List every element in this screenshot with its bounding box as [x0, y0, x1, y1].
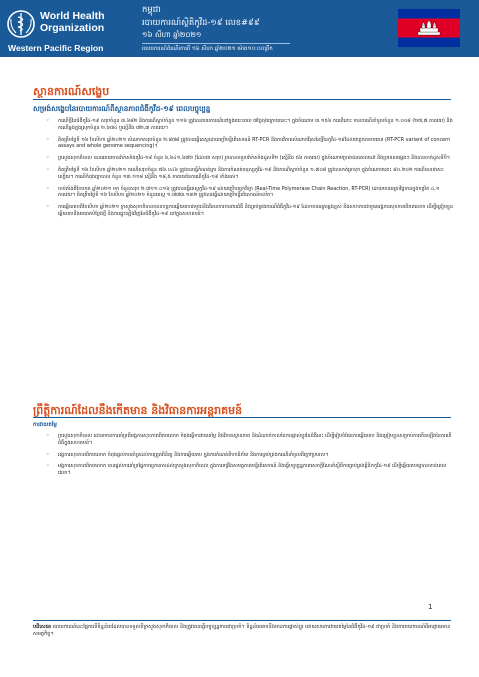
section-divider — [33, 417, 451, 418]
risk-section-title: ព្រឹត្តិការណ៍ដែលនឹងកើតមាន និងវិធានការអន្តរាគមន៍ — [33, 404, 243, 417]
risk-subtitle: ការវាយតម្លៃ — [33, 422, 57, 428]
report-meta: របាយការណ៍ដំណើរការពី ១៦ សីហា ឆ្នាំ២០២១ ម៉ោង១០:០០ព្រឹក — [142, 43, 290, 53]
list-item: ◦ អង្គការសុខភាពពិភពលោក បានផ្តល់ការគាំទ្រផ្នែកបច្ចេកទេសដល់ក្រសួងសុខាភិបាល ក្នុងការពង្រឹងសមត្ថភាពមន្ទីរពិសោធន៍ និងធ្វើបច្ចុប្បន្នភាពសេចក្តីណែនាំស្តីពីការគ្រប់គ្រងគ្លីនិកកូវីដ-១៩ ដើម្បីឆ្លើយតបឲ្យបានទាន់ពេលវេលា។ — [46, 463, 456, 477]
section-divider — [33, 99, 451, 100]
report-country: កម្ពុជា — [142, 5, 161, 15]
situation-section-title: ស្ថានការណ៍សង្ខេប — [33, 85, 110, 98]
org-region: Western Pacific Region — [8, 43, 104, 53]
report-date: ១៦ សីហា ឆ្នាំ២០២១ — [142, 30, 202, 39]
list-item: ◦ អង្គការសុខភាពពិភពលោក កំពុងផ្តល់ការគាំទ្រដល់ការត្រួតពិនិត្យ និងការឆ្លើយតប ក្នុងការកំណត់ពីហានិភ័យ និងការគ្រប់គ្រងករណីនាំចូលពីក្រៅប្រទេស។ — [46, 452, 456, 459]
risk-bullet-list — [46, 433, 456, 482]
disclaimer-text: របាយការណ៍នេះផ្អែកលើទិន្នន័យដែលបានទទួលពីក្រសួងសុខាភិបាល និងត្រូវបានធ្វើបច្ចុប្បន្នភាពជាប្រចាំ។ ទិន្នន័យអាចនឹងមានការផ្លាស់ប្តូរ ដោយសារការវាយតម្លៃនៃជំងឺកូវីដ-១៩ ជាប្រចាំ និងការរាយការណ៍ពីអាជ្ញាធរមានសមត្ថកិច្ច។ — [33, 624, 451, 637]
disclaimer-label: បដិសេធ៖ — [33, 624, 52, 630]
org-name-line1: World Health — [40, 10, 105, 22]
footer-disclaimer — [33, 624, 451, 638]
list-item: ◦ ក្រសួងសុខាភិបាល ដោយមានការគាំទ្រពីអង្គការសុខភាពពិភពលោក កំពុងធ្វើការវាយតម្លៃ និងវិភាគស្ថានភាព និងដំណាក់កាលនៃការផ្លាស់ប្តូរនៃជំងឺនេះ ដើម្បីរៀបចំផែនការឆ្លើយតប និងត្រៀមខ្លួនសម្រាប់ការកើនឡើងនៃករណីជំងឺក្នុងសហគមន៍។ — [46, 433, 456, 447]
situation-subtitle: សម្រង់សង្ខេបនៃរបាយការណ៍ពីស្ថានភាពជំងឺកូវីដ-១៩ ពេលបច្ចុប្បន្ន — [33, 104, 211, 113]
list-item: ◦ ករណីថ្មីនៃជំងឺកូវីដ-១៩ សរុបចំនួន ៣.៦៨២ និងករណីស្លាប់ចំនួន ១១៦ ត្រូវបានរាយការណ៍នៅក្នុងរយៈពេល ៧ថ្ងៃចុងក្រោយនេះ។ ក្នុងចំណោម ៣.១៥៦ ករណីនោះ មានករណីនាំចូលចំនួន ១.០០៨ (២៧,៧ ភាគរយ) និងករណីឆ្លងក្នុងស្រុកចំនួន ២.៦៧៤ ឬស្មើនឹង ៧២,៣ ភាគរយ។ — [46, 118, 456, 132]
list-item: ◦ ការឆ្លើយតបពីខែសីហា ឆ្នាំ២០២១ ក្រសួងសុខាភិបាលបានបន្តការឆ្លើយតបជាមួយនឹងវិធានការការពារជំងឺ និងគ្រប់គ្រងករណីជំងឺកូវីដ-១៩ ដែលមានអត្រាឆ្លងខ្ពស់ និងសហការជាមួយអង្គការសុខភាពពិភពលោក ដើម្បីត្រៀមខ្លួនឆ្លើយតបនឹងមេរោគបំប្លែងថ្មី និងការផ្ទុះឡើងវិញនៃជំងឺកូវីដ-១៩ នៅក្នុងសហគមន៍។ — [46, 204, 456, 218]
report-title: របាយការណ៍ស្ថិតិកូវីដ-១៩ លេខ#៩៩ — [142, 17, 260, 27]
list-item: ◦ គិតត្រឹមថ្ងៃទី ១៦ ខែសីហា ឆ្នាំ២០២១ ករណីសរុបចំនួន ៧៦.០៤៦ ត្រូវបានធ្វើកំណត់ត្រា និងការកំណត់មនុស្សកូវីដ-១៩ និងករណីស្លាប់ចំនួន ១.៧០៨ ត្រូវបានកត់ត្រាទុក ក្នុងចំណោមនោះ ៨០.២០២ ករណីបានជាសះស្បើយ។ ករណីកំពុងព្យាបាល ចំនួន ១៣.១១៨ ស្មើនឹង ១៨,៥ ភាគរយនៃករណីកូវីដ-១៩ ទាំងអស់។ — [46, 167, 456, 181]
org-name — [40, 10, 105, 34]
report-header — [0, 0, 479, 57]
situation-bullet-list — [46, 118, 456, 223]
list-item: ◦ ក្រសួងសុខាភិបាល បានអោយមានវ៉ាក់សាំងកូវីដ-១៩ ចំនួន ៦,៦៤១,៦៧២ (ដែលជា សរុប) រួចបានទទួលវ៉ាក់សាំងដូសទី២ (ស្មើនឹង ៥៦ ភាគរយ) ក្នុងចំណោមប្រជាជនគោលដៅ និងប្រទេសផ្សេងៗ និងបានចាក់ដូសទីបី។ — [46, 155, 456, 162]
cambodia-flag-icon — [398, 9, 460, 47]
list-item: ◦ ចាប់តាំងពីខែមករា ឆ្នាំ២០២១ មក ចំនួនសរុប ២.៧១១.០១៦ ត្រូវបានធ្វើតេស្តកូវីដ-១៩ ដោយប្រើបច្ចេកវិទ្យា (Real-Time Polymerase Chain Reaction, RT-PCR) ដោយមានអត្រាវិជ្ជមានក្នុងកម្រិត ៤,១ ភាគរយ។ គិតត្រឹមថ្ងៃទី ១៦ ខែសីហា ឆ្នាំ២០២១ ចំនួនតេស្ត ១.៧៧៣.១៣២ ត្រូវបានធ្វើដោយប្រើមន្ទីរពិសោធន៍ចល័ត។ — [46, 186, 456, 200]
who-emblem-icon — [6, 9, 36, 39]
org-name-line2: Organization — [40, 22, 105, 34]
page-number: 1 — [428, 603, 433, 611]
footer-divider — [33, 620, 451, 621]
list-item: ◦ គិតត្រឹមថ្ងៃទី ១៦ ខែសីហា ឆ្នាំ២០២១ សំណាកសរុបចំនួន ២.៨៧៨ ត្រូវបានធ្វើតេស្តដោយប្រើមន្ទីរពិសោធន៍ RT-PCR និងការវិភាគសំណាកវីរុសនៃថ្មីនៃកូវីដ-១៩ដែលជាប្រភេទមេរោគ (RT-PCR variant of concern assays and whole genome sequencing)។ — [46, 137, 456, 151]
